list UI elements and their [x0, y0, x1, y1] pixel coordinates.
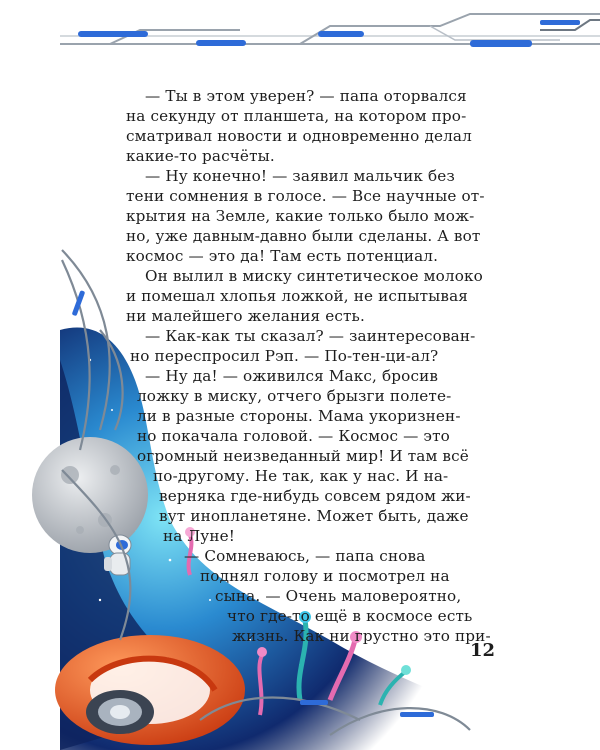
- text-line: — Сомневаюсь, — папа снова: [184, 547, 426, 565]
- text-line: крытия на Земле, какие только было мож-: [126, 207, 475, 225]
- text-line: но покачала головой. — Космос — это: [137, 427, 450, 445]
- text-line: сына. — Очень маловероятно,: [215, 587, 462, 605]
- text-line: — Ну конечно! — заявил мальчик без: [145, 167, 455, 185]
- text-line: — Ну да! — оживился Макс, бросив: [145, 367, 439, 385]
- text-line: Он вылил в миску синтетическое молоко: [145, 267, 483, 285]
- text-line: космос — это да! Там есть потенциал.: [126, 247, 439, 265]
- text-line: но переспросил Рэп. — По-тен-ци-ал?: [130, 347, 439, 365]
- text-line: что где-то ещё в космосе есть: [227, 607, 473, 625]
- text-line: верняка где-нибудь совсем рядом жи-: [159, 487, 471, 505]
- text-line: но, уже давным-давно были сделаны. А вот: [126, 227, 481, 245]
- text-line: поднял голову и посмотрел на: [200, 567, 450, 585]
- text-line: на Луне!: [163, 527, 236, 545]
- text-line: жизнь. Как ни грустно это при-: [232, 627, 491, 645]
- text-line: и помешал хлопья ложкой, не испытывая: [126, 287, 469, 305]
- text-line: — Ты в этом уверен? — папа оторвался: [145, 87, 467, 105]
- text-line: вут инопланетяне. Может быть, даже: [159, 507, 469, 525]
- text-line: тени сомнения в голосе. — Все научные от-: [126, 187, 485, 205]
- page-number: 12: [470, 640, 496, 661]
- text-line: ложку в миску, отчего брызги полете-: [137, 387, 452, 405]
- text-line: — Как-как ты сказал? — заинтересован-: [145, 327, 476, 345]
- text-line: какие-то расчёты.: [126, 147, 275, 165]
- text-line: огромный неизведанный мир! И там всё: [137, 447, 469, 465]
- text-line: по-другому. Не так, как у нас. И на-: [153, 467, 449, 485]
- text-line: ли в разные стороны. Мама укоризнен-: [137, 407, 461, 425]
- text-line: на секунду от планшета, на котором про-: [126, 107, 467, 125]
- text-line: ни малейшего желания есть.: [126, 307, 365, 325]
- text-line: сматривал новости и одновременно делал: [126, 127, 472, 145]
